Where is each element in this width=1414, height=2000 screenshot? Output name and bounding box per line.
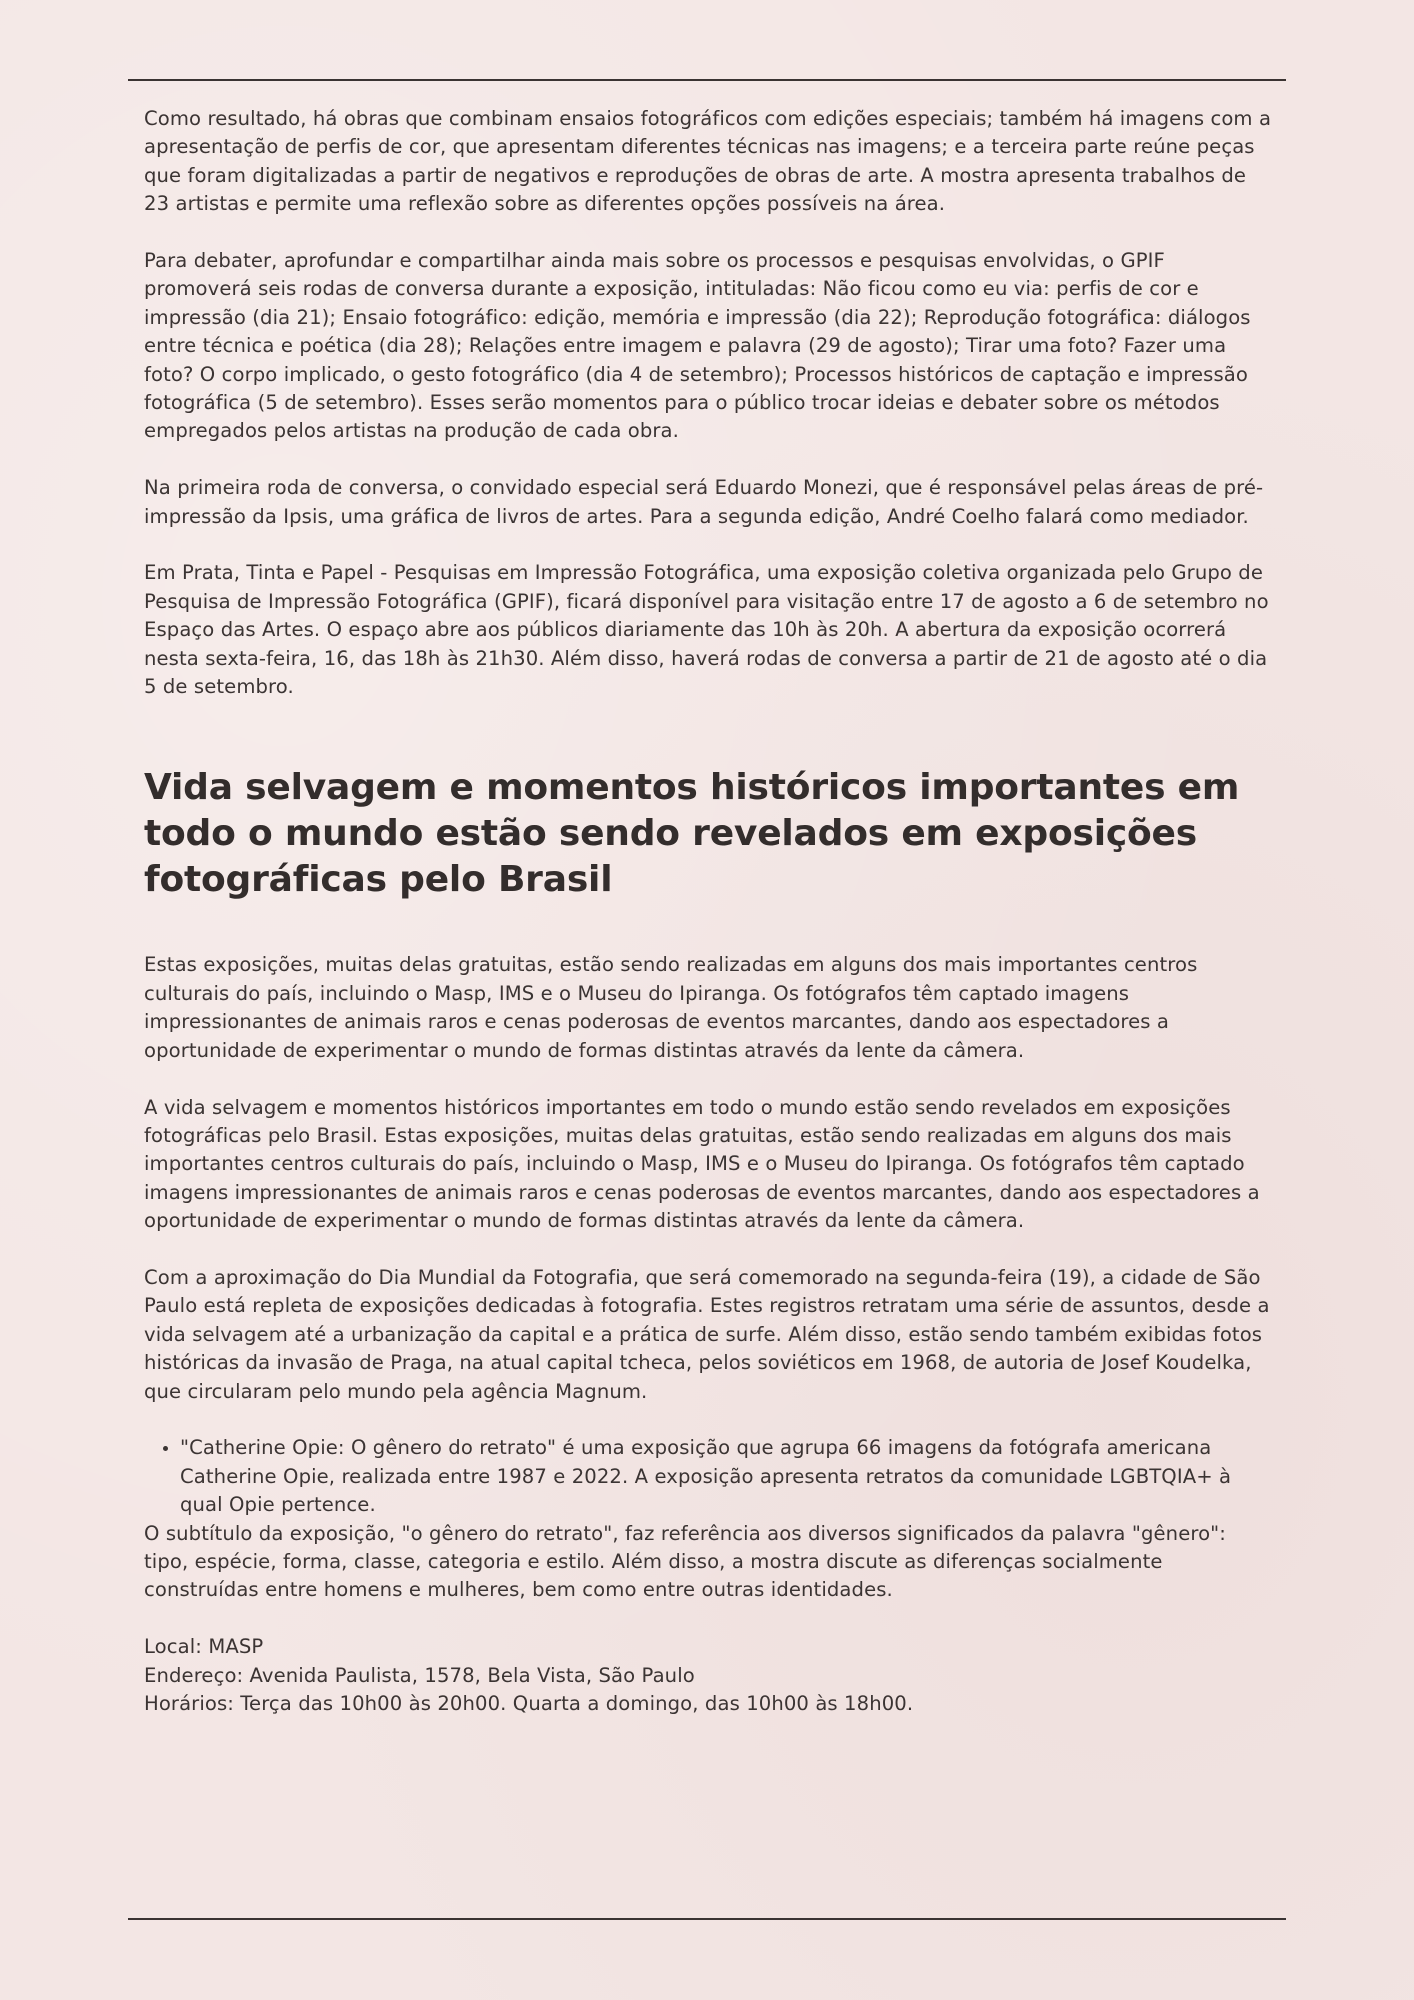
info-horarios: Horários: Terça das 10h00 às 20h00. Quarta a domingo, das 10h00 às 18h00. [144, 1691, 914, 1715]
bottom-divider [128, 1918, 1286, 1920]
exhibition-list [144, 1434, 1274, 1519]
section-heading: Vida selvagem e momentos históricos importantes em todo o mundo estão sendo revelados em exposições fotográficas pelo Brasil [144, 767, 1240, 901]
info-endereco: Endereço: Avenida Paulista, 1578, Bela Vista, São Paulo [144, 1663, 695, 1687]
paragraph-exposicoes-gratuitas: Estas exposições, muitas delas gratuitas, estão sendo realizadas em alguns dos mais importantes centros culturais do país, incluindo o Masp, IMS e o Museu do Ipiranga. Os fotógrafos têm captado imagens impressionantes de animais raros e cenas poderosas de eventos marcantes, dando aos espectadores a oportunidade de experimentar o mundo de formas distintas através da lente da câmera. [144, 953, 1198, 1062]
paragraph-convidado: Na primeira roda de conversa, o convidado especial será Eduardo Monezi, que é responsável pelas áreas de pré-impressão da Ipsis, uma gráfica de livros de artes. Para a segunda edição, André Coelho falará como mediador. [144, 476, 1264, 528]
paragraph-obras: Como resultado, há obras que combinam ensaios fotográficos com edições especiais; também há imagens com a apresentação de perfis de cor, que apresentam diferentes técnicas nas imagens; e a terceira parte reúne peças que foram digitalizadas a partir de negativos e reproduções de obras de arte. A mostra apresenta trabalhos de 23 artistas e permite uma reflexão sobre as diferentes opções possíveis na área. [144, 107, 1272, 216]
article-body [144, 105, 1274, 1718]
list-item: • "Catherine Opie: O gênero do retrato" é uma exposição que agrupa 66 imagens da fotógrafa americana Catherine Opie, realizada entre 1987 e 2022. A exposição apresenta retratos da comunidade LGBTQIA+ à qual Opie pertence. [180, 1434, 1274, 1519]
paragraph-subtitulo: O subtítulo da exposição, "o gênero do retrato", faz referência aos diversos significados da palavra "gênero": tipo, espécie, forma, classe, categoria e estilo. Além disso, a mostra discute as diferenças socialmente construídas entre homens e mulheres, bem como entre outras identidades. [144, 1521, 1226, 1602]
top-divider [128, 79, 1286, 81]
paragraph-vida-selvagem: A vida selvagem e momentos históricos importantes em todo o mundo estão sendo revelados em exposições fotográficas pelo Brasil. Estas exposições, muitas delas gratuitas, estão sendo realizadas em alguns dos mais importantes centros culturais do país, incluindo o Masp, IMS e o Museu do Ipiranga. Os fotógrafos têm captado imagens impressionantes de animais raros e cenas poderosas de eventos marcantes, dando aos espectadores a oportunidade de experimentar o mundo de formas distintas através da lente da câmera. [144, 1095, 1260, 1233]
info-local: Local: MASP [144, 1635, 264, 1659]
paragraph-exposicao-coletiva: Em Prata, Tinta e Papel - Pesquisas em Impressão Fotográfica, uma exposição coletiva organizada pelo Grupo de Pesquisa de Impressão Fotográfica (GPIF), ficará disponível para visitação entre 17 de agosto a 6 de setembro no Espaço das Artes. O espaço abre aos públicos diariamente das 10h às 20h. A abertura da exposição ocorrerá nesta sexta-feira, 16, das 18h às 21h30. Além disso, haverá rodas de conversa a partir de 21 de agosto até o dia 5 de setembro. [144, 561, 1269, 699]
paragraph-dia-mundial: Com a aproximação do Dia Mundial da Fotografia, que será comemorado na segunda-feira (19), a cidade de São Paulo está repleta de exposições dedicadas à fotografia. Estes registros retratam uma série de assuntos, desde a vida selvagem até a urbanização da capital e a prática de surfe. Além disso, estão sendo também exibidas fotos históricas da invasão de Praga, na atual capital tcheca, pelos soviéticos em 1968, de autoria de Josef Koudelka, que circularam pelo mundo pela agência Magnum. [144, 1265, 1270, 1403]
paragraph-rodas-de-conversa: Para debater, aprofundar e compartilhar ainda mais sobre os processos e pesquisas envolvidas, o GPIF promoverá seis rodas de conversa durante a exposição, intituladas: Não ficou como eu via: perfis de cor e impressão (dia 21); Ensaio fotográfico: edição, memória e impressão (dia 22); Reprodução fotográfica: diálogos entre técnica e poética (dia 28); Relações entre imagem e palavra (29 de agosto); Tirar uma foto? Fazer uma foto? O corpo implicado, o gesto fotográfico (dia 4 de setembro); Processos históricos de captação e impressão fotográfica (5 de setembro). Esses serão momentos para o público trocar ideias e debater sobre os métodos empregados pelos artistas na produção de cada obra. [144, 249, 1251, 443]
